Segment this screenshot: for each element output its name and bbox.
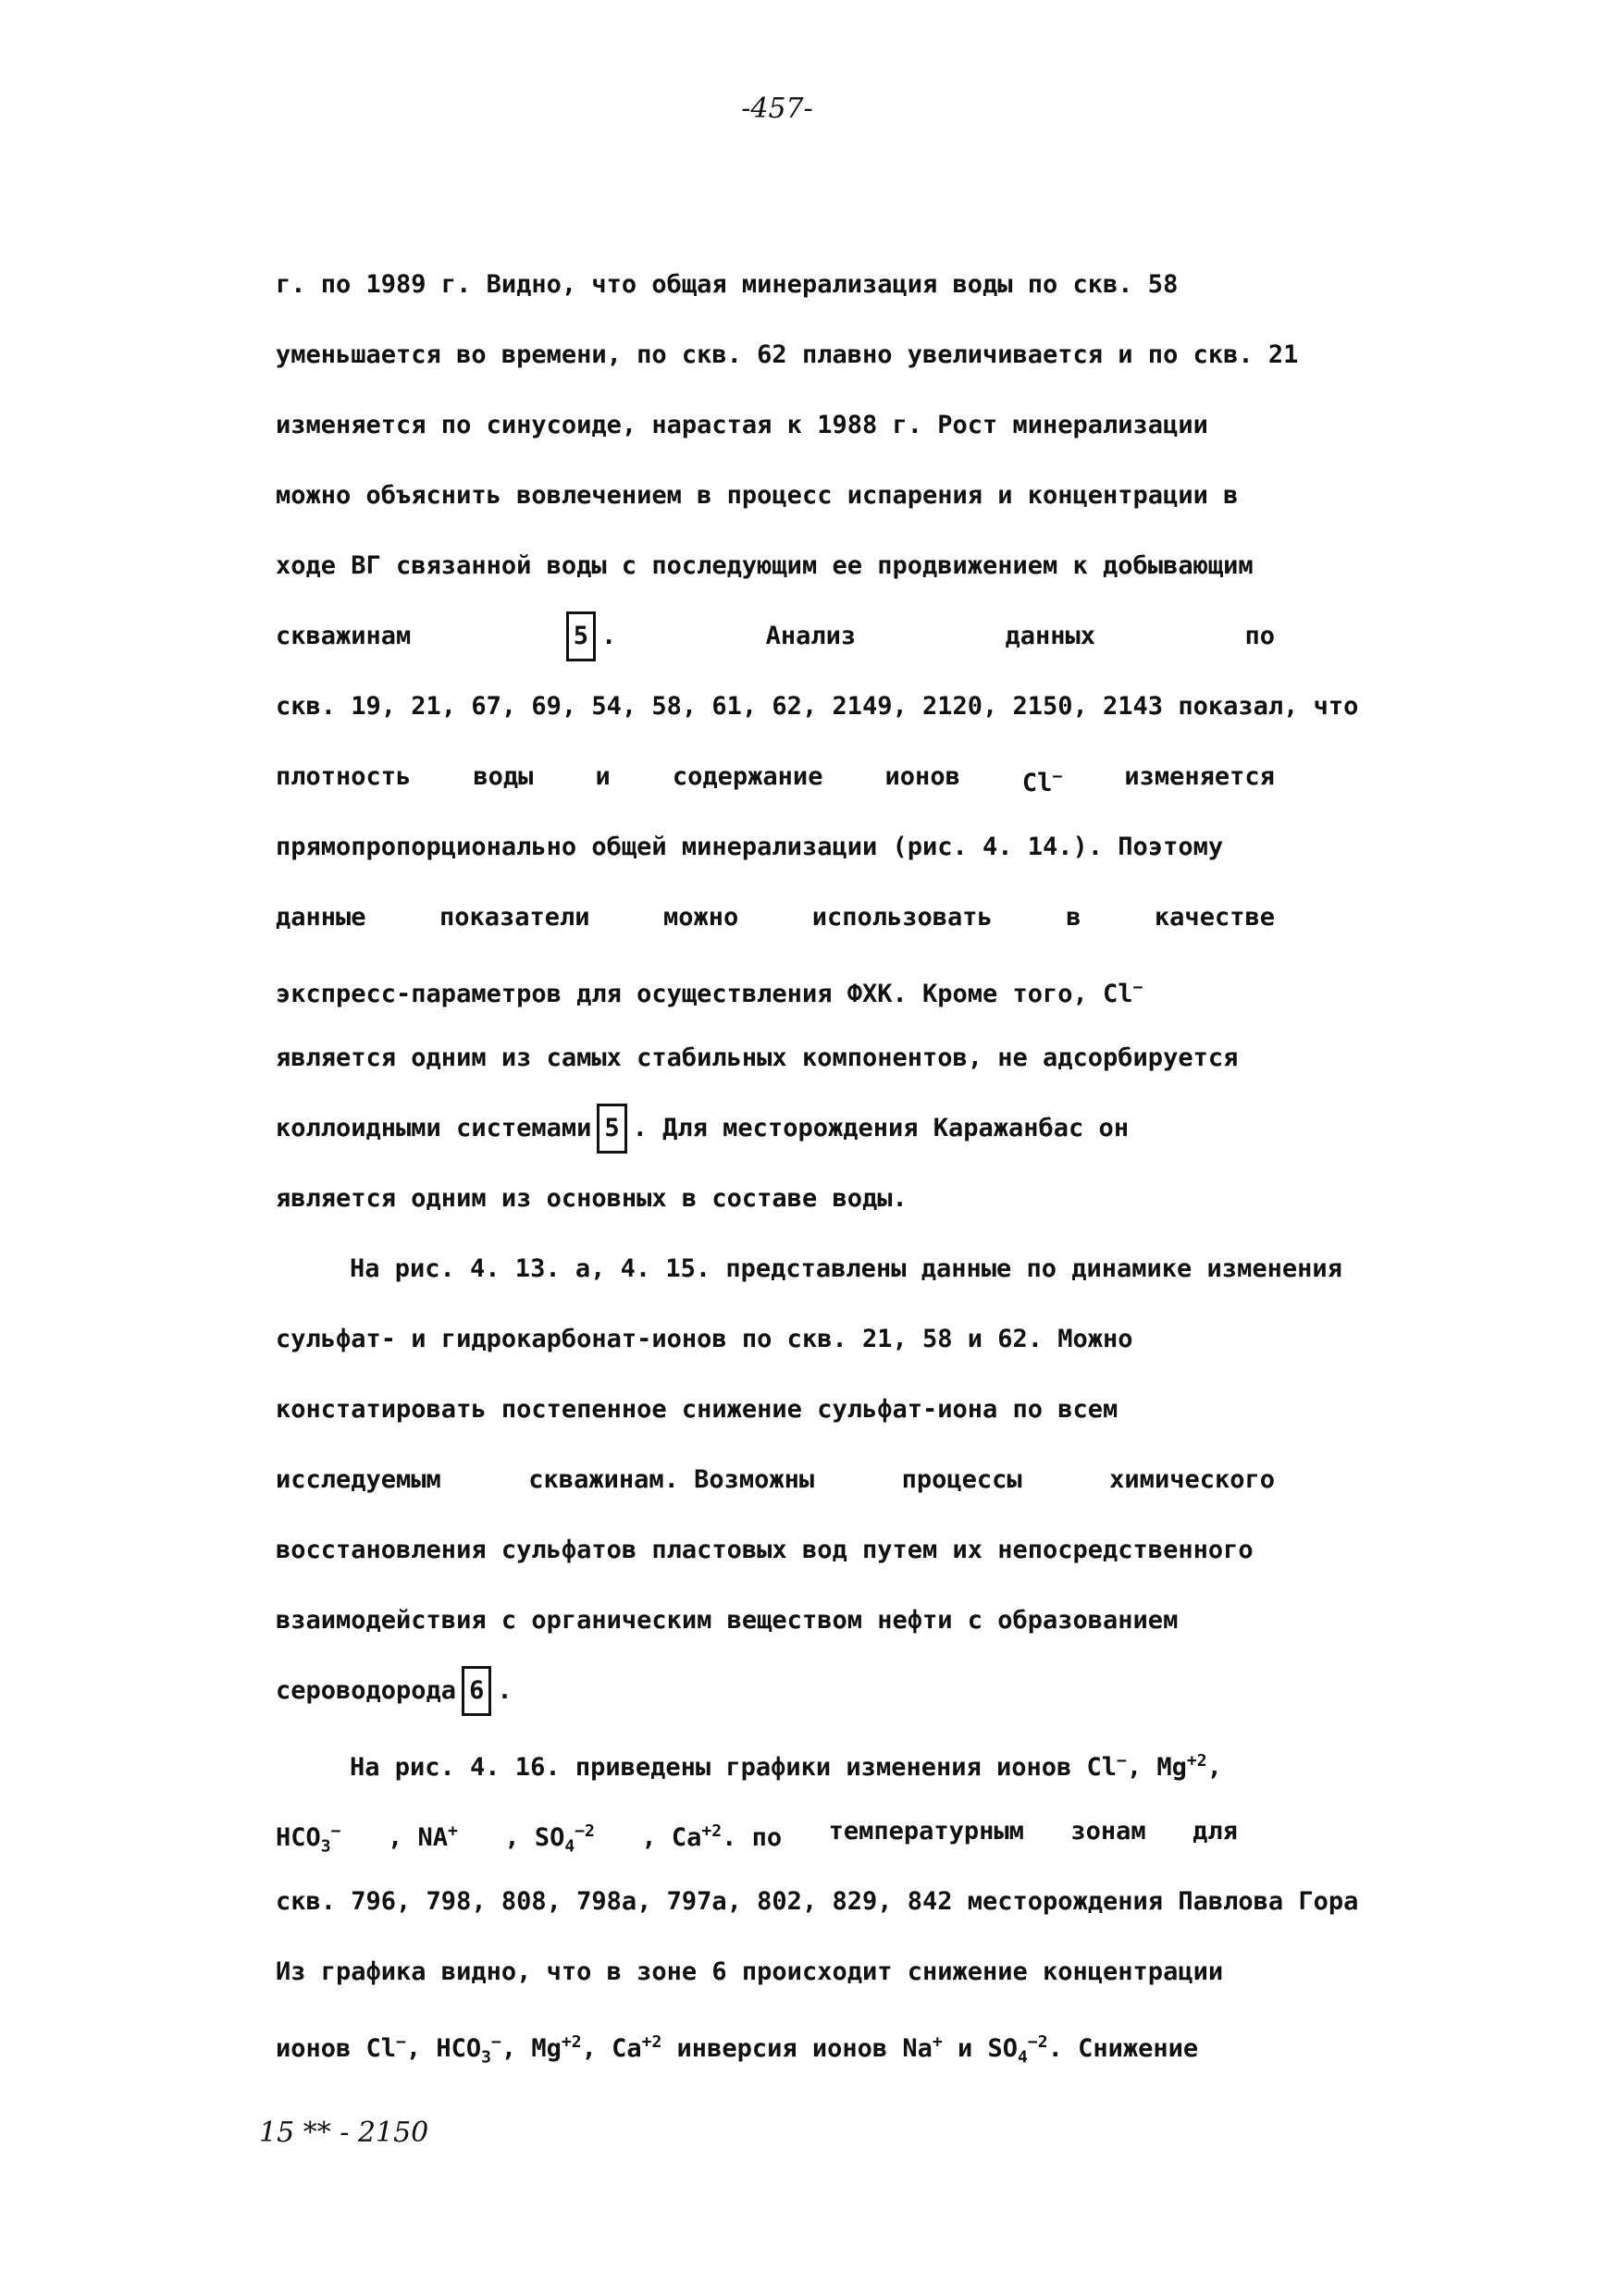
ion-charge: −: [1117, 1751, 1127, 1771]
text-line: [276, 1656, 1340, 1726]
ion-charge: +2: [641, 2032, 662, 2052]
ion-charge: +2: [701, 1821, 723, 1841]
citation-reference: 5: [566, 611, 596, 661]
word: воды: [473, 762, 534, 791]
ion-charge: +2: [1186, 1751, 1207, 1771]
text-run: На рис. 4. 16. приведены графики изменения ионов Cl: [350, 1753, 1118, 1782]
text-line: уменьшается во времени, по скв. 62 плавно увеличивается и по скв. 21: [276, 340, 1299, 369]
text-line: [276, 883, 1275, 953]
word: химического: [1109, 1465, 1275, 1494]
word: в: [1066, 903, 1081, 932]
ion-symbol: HCO: [276, 1823, 321, 1852]
ion-symbol: , Ca: [641, 1823, 702, 1852]
chemical-formula: [641, 1796, 782, 1867]
document-body: [276, 250, 1359, 2078]
ion-charge: −: [330, 1821, 341, 1841]
word: ионов: [884, 762, 960, 791]
word: качестве: [1154, 903, 1275, 932]
text-run: инверсия ионов Na: [661, 2034, 933, 2063]
text-run: коллоидными системами: [276, 1114, 592, 1142]
text-run: . Для месторождения Каражанбас он: [632, 1114, 1130, 1142]
ion-charge: −2: [575, 1821, 595, 1841]
text-line: г. по 1989 г. Видно, что общая минерализация воды по скв. 58: [276, 270, 1179, 299]
text-line: [276, 1093, 1340, 1164]
text-run: , Ca: [581, 2034, 642, 2063]
ion-charge: +2: [561, 2032, 582, 2052]
text-run: , Mg: [501, 2034, 562, 2063]
citation-reference: 5: [597, 1104, 626, 1154]
word: скважинам: [276, 622, 412, 650]
text-line: скв. 19, 21, 67, 69, 54, 58, 61, 62, 2149, 2120, 2150, 2143 показал, что: [276, 692, 1359, 721]
word: скважинам. Возможны: [528, 1465, 815, 1494]
word: по: [1244, 622, 1275, 650]
word: можно: [662, 903, 739, 932]
ion-subscript: 3: [320, 1836, 331, 1857]
word: и: [595, 762, 611, 791]
word: содержание: [672, 762, 823, 791]
text-run: . по: [722, 1823, 783, 1852]
handwritten-note: 15 ** - 2150: [259, 2117, 429, 2149]
ion-charge: −: [396, 2032, 406, 2052]
text-line: [276, 601, 1275, 672]
citation-reference: 6: [462, 1666, 491, 1716]
word: Анализ: [765, 622, 857, 650]
text-line: констатировать постепенное снижение сульфат-иона по всем: [276, 1395, 1118, 1424]
text-run: , HCO: [405, 2034, 482, 2063]
ion-charge: −: [1132, 978, 1143, 997]
chemical-formula: [388, 1796, 458, 1867]
text-line: [276, 953, 1340, 1023]
ion-charge: −: [491, 2032, 501, 2052]
text-line: является одним из основных в составе воды.: [276, 1184, 908, 1213]
text-line: является одним из самых стабильных компонентов, не адсорбируется: [276, 1043, 1239, 1072]
text-run: экспресс-параметров для осуществления ФХК. Кроме того, Cl: [276, 980, 1133, 1008]
text-line: На рис. 4. 13. а, 4. 15. представлены данные по динамике изменения: [350, 1254, 1342, 1283]
text-run: . Снижение: [1047, 2034, 1199, 2063]
text-line: [276, 742, 1275, 812]
word: данные: [276, 903, 366, 932]
text-line: Из графика видно, что в зоне 6 происходит снижение концентрации: [276, 1957, 1224, 1986]
text-line: [276, 1796, 1238, 1867]
chemical-formula: [276, 1796, 340, 1867]
text-line: прямопропорционально общей минерализации (рис. 4. 14.). Поэтому: [276, 833, 1224, 861]
word: зонам: [1070, 1817, 1146, 1845]
ion-subscript: 4: [564, 1836, 575, 1857]
word: данных: [1005, 622, 1096, 650]
punctuation: .: [497, 1676, 513, 1705]
text-line: изменяется по синусоиде, нарастая к 1988 г. Рост минерализации: [276, 411, 1208, 439]
punctuation: ,: [1206, 1753, 1222, 1782]
ion-subscript: 4: [1018, 2047, 1028, 2068]
ion-charge: −: [1052, 767, 1063, 786]
chemical-formula: [504, 1796, 595, 1867]
word: изменяется: [1124, 762, 1275, 791]
chemical-formula: [1022, 742, 1062, 812]
word: плотность: [276, 762, 412, 791]
word: процессы: [901, 1465, 1022, 1494]
ion-charge: +: [447, 1821, 458, 1841]
text-line: взаимодействия с органическим веществом нефти с образованием: [276, 1606, 1179, 1635]
page-number: -457-: [741, 93, 813, 125]
text-line: [276, 1445, 1275, 1515]
word: показатели: [439, 903, 590, 932]
text-run: и SO: [942, 2034, 1019, 2063]
ion-symbol: , NA: [387, 1823, 448, 1852]
reference-group: [561, 601, 617, 672]
text-run: , Mg: [1126, 1753, 1187, 1782]
word: использовать: [811, 903, 993, 932]
ion-subscript: 3: [481, 2047, 492, 2068]
ion-symbol: Cl: [1021, 769, 1053, 797]
word: исследуемым: [276, 1465, 441, 1494]
punctuation: .: [600, 622, 617, 650]
text-line: скв. 796, 798, 808, 798а, 797а, 802, 829, 842 месторождения Павлова Гора: [276, 1887, 1359, 1916]
text-line: [276, 2007, 1340, 2078]
text-run: сероводорода: [276, 1676, 457, 1705]
text-line: можно объяснить вовлечением в процесс испарения и концентрации в: [276, 481, 1239, 510]
ion-charge: −2: [1027, 2032, 1048, 2052]
word: для: [1193, 1817, 1238, 1845]
text-line: сульфат- и гидрокарбонат-ионов по скв. 21, 58 и 62. Можно: [276, 1325, 1133, 1353]
word: температурным: [828, 1817, 1024, 1845]
text-line: восстановления сульфатов пластовых вод путем их непосредственного: [276, 1536, 1254, 1564]
text-line: ходе ВГ связанной воды с последующим ее продвижением к добывающим: [276, 551, 1254, 580]
text-line: [276, 1726, 1340, 1796]
ion-symbol: , SO: [504, 1823, 565, 1852]
ion-charge: +: [932, 2032, 943, 2052]
text-run: ионов Cl: [276, 2034, 397, 2063]
